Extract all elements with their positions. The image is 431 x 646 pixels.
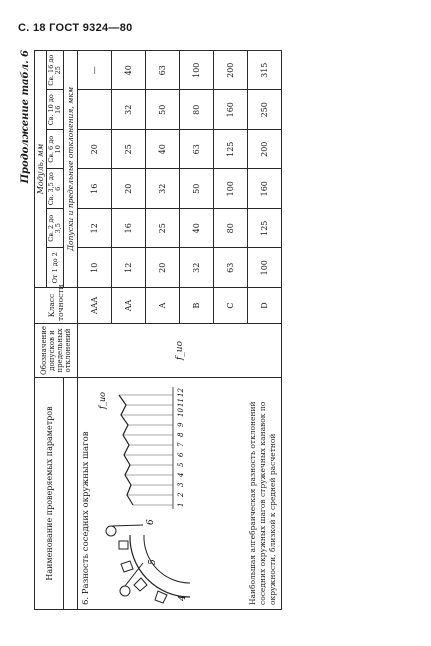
header-module: Модуль, мм <box>35 51 47 288</box>
value-cell: 100 <box>214 169 248 209</box>
parameter-title: 6. Разность соседних окружных шагов <box>81 431 92 605</box>
value-cell: 250 <box>248 90 282 130</box>
graph-tick-label: 3 <box>177 482 186 487</box>
graph-tick-label: 11 <box>177 398 186 407</box>
graph-tick-label: 12 <box>177 388 186 397</box>
value-cell: 80 <box>180 90 214 130</box>
value-cell: 100 <box>248 248 282 288</box>
probe-circle-1 <box>120 586 130 596</box>
module-range-6: Св. 16 до 25 <box>47 51 64 91</box>
value-cell: 25 <box>112 130 146 170</box>
value-cell: 32 <box>112 90 146 130</box>
leader-line-6 <box>111 525 143 526</box>
value-cell: 12 <box>112 248 146 288</box>
probe-circle-2 <box>106 526 116 536</box>
value-cell: 160 <box>248 169 282 209</box>
graph-tick-label: 4 <box>177 472 186 477</box>
value-cell: 32 <box>180 248 214 288</box>
graph-fuo-label: f_uo <box>98 392 108 409</box>
value-cell: 10 <box>78 248 112 288</box>
header-tolerances: Допуски и предельные отклонения, мкм <box>64 51 78 288</box>
value-cell: 125 <box>248 209 282 249</box>
tolerance-table <box>34 50 282 610</box>
value-cell: 80 <box>214 209 248 249</box>
module-range-3: Св. 3,5 до 6 <box>47 169 64 209</box>
header-parameter: Наименование проверяемых параметров <box>35 378 64 610</box>
value-cell: 40 <box>146 130 180 170</box>
value-cell: 32 <box>146 169 180 209</box>
rotated-table-page <box>20 50 400 610</box>
value-cell: 20 <box>112 169 146 209</box>
gear-tooth-figure <box>95 383 205 605</box>
header-parameter-blank <box>64 378 78 610</box>
parameter-cell <box>78 378 282 610</box>
header-designation: Обозначение допусков и предельных отклонений <box>35 324 78 378</box>
class-cell: AAA <box>78 288 112 324</box>
parameter-note: Наибольшая алгебраическая разность отклонений соседних окружных шагов стружечных канавок по окружности, близкой к средней расчетной <box>248 401 277 605</box>
value-cell: 12 <box>78 209 112 249</box>
module-range-5: Св. 10 до 16 <box>47 90 64 130</box>
value-cell: 16 <box>78 169 112 209</box>
value-cell: 160 <box>214 90 248 130</box>
class-cell: D <box>248 288 282 324</box>
value-cell: 25 <box>146 209 180 249</box>
graph-tick-label: 10 <box>177 408 186 417</box>
continuation-label: Продолжение табл. 6 <box>20 50 31 184</box>
graph-tick-label: 5 <box>177 462 186 467</box>
module-range-1: От 1 до 2 <box>47 248 64 288</box>
value-cell: 100 <box>180 51 214 91</box>
value-cell: 20 <box>78 130 112 170</box>
class-cell: AA <box>112 288 146 324</box>
value-cell <box>78 90 112 130</box>
graph-tick-label: 7 <box>177 442 186 447</box>
designation-cell: f_uo <box>78 324 282 378</box>
graph-deviation-line <box>119 395 133 505</box>
module-range-2: Св. 2 до 3,5 <box>47 209 64 249</box>
value-cell: 50 <box>146 90 180 130</box>
value-cell: 50 <box>180 169 214 209</box>
value-cell: 200 <box>214 51 248 91</box>
header-accuracy-class: Класс точности <box>35 288 78 324</box>
graph-tick-label: 1 <box>177 502 186 507</box>
module-range-4: Св. 6 до 10 <box>47 130 64 170</box>
value-cell: 20 <box>146 248 180 288</box>
fig-label-5: 5 <box>148 559 159 565</box>
value-cell: — <box>78 51 112 91</box>
value-cell: 63 <box>146 51 180 91</box>
page-header: С. 18 ГОСТ 9324—80 <box>18 22 133 34</box>
value-cell: 40 <box>112 51 146 91</box>
value-cell: 200 <box>248 130 282 170</box>
value-cell: 63 <box>214 248 248 288</box>
fig-label-4: 4 <box>178 595 189 601</box>
value-cell: 40 <box>180 209 214 249</box>
value-cell: 315 <box>248 51 282 91</box>
class-cell: A <box>146 288 180 324</box>
fig-label-6: 6 <box>146 519 157 525</box>
value-cell: 63 <box>180 130 214 170</box>
class-cell: B <box>180 288 214 324</box>
value-cell: 16 <box>112 209 146 249</box>
class-cell: C <box>214 288 248 324</box>
graph-tick-label: 8 <box>177 432 186 437</box>
graph-tick-label: 6 <box>177 452 186 457</box>
graph-tick-label: 9 <box>177 422 186 427</box>
value-cell: 125 <box>214 130 248 170</box>
graph-tick-label: 2 <box>177 492 186 497</box>
